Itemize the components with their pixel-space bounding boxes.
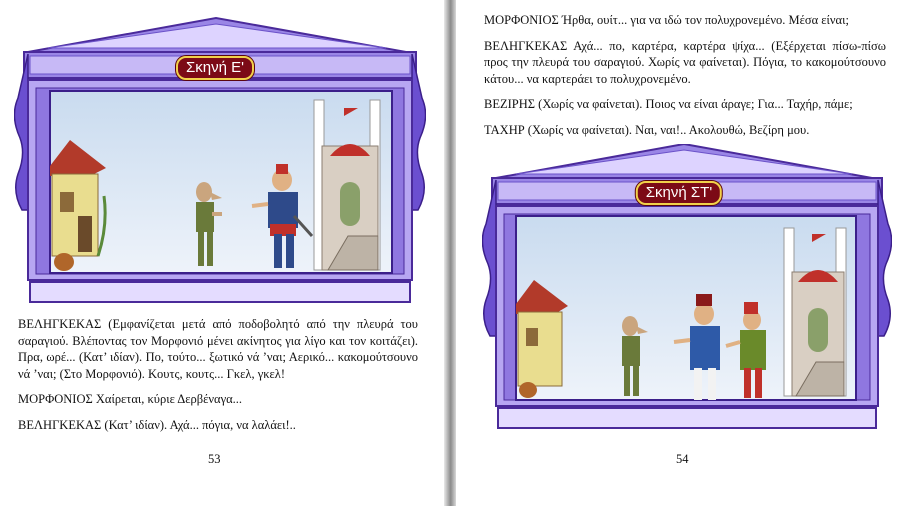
dialogue-text (18, 316, 418, 442)
scene-title: Σκηνή ΣΤ' (636, 181, 722, 205)
scene-title: Σκηνή Ε' (176, 56, 254, 80)
page-number: 54 (676, 452, 689, 466)
page-left (0, 0, 444, 506)
dialogue-paragraph: ΒΕΛΗΓΚΕΚΑΣ (Εμφανίζεται μετά από ποδοβολητό από την πλευρά του σαραγιού. Βλέποντας τον Μορφονιό μένει ακίνητος για λίγο και τον κοιτάζει). Πρα, ωρέ... (Κατ’ ιδίαν). Πο, τούτο... ξωτικό νά ’ναι; Αερικό... κακομούτσουνο νά ’ναι; (Στο Μορφονιό). Κουτς, κουτς... Γκελ, γκελ! (18, 317, 418, 381)
book-gutter (444, 0, 456, 506)
dialogue-paragraph: ΜΟΡΦΟΝΙΟΣ Χαίρεται, κύριε Δερβέναγα... (18, 392, 243, 406)
dialogue-paragraph: ΒΕΖΙΡΗΣ (Χωρίς να φαίνεται). Ποιος να είναι άραγε; Για... Ταχήρ, πάμε; (484, 97, 853, 111)
dialogue-paragraph: ΒΕΛΗΓΚΕΚΑΣ Αχά... πο, καρτέρα, καρτέρα ψίχα... (Εξέρχεται πίσω-πίσω προς την πλευρά του σαραγιού. Χωρίς να φαίνεται). Πόγια, το κακομούτσουνο κάτου... να καρτεράει το πολυχρονεμένο. (484, 38, 886, 86)
dialogue-text (484, 12, 886, 147)
puppet-stage-illustration (14, 16, 426, 306)
puppet-stage-illustration (482, 144, 892, 434)
page-number: 53 (208, 452, 221, 466)
dialogue-paragraph: ΒΕΛΗΓΚΕΚΑΣ (Κατ’ ιδίαν). Αχά... πόγια, να λαλάει!.. (18, 417, 296, 432)
dialogue-paragraph: ΜΟΡΦΟΝΙΟΣ Ήρθα, ουίτ... για να ιδώ τον πολυχρονεμένο. Μέσα είναι; (484, 13, 849, 27)
dialogue-paragraph: ΤΑΧΗΡ (Χωρίς να φαίνεται). Ναι, ναι!.. Ακολουθώ, Βεζίρη μου. (484, 122, 810, 137)
page-right (456, 0, 901, 506)
